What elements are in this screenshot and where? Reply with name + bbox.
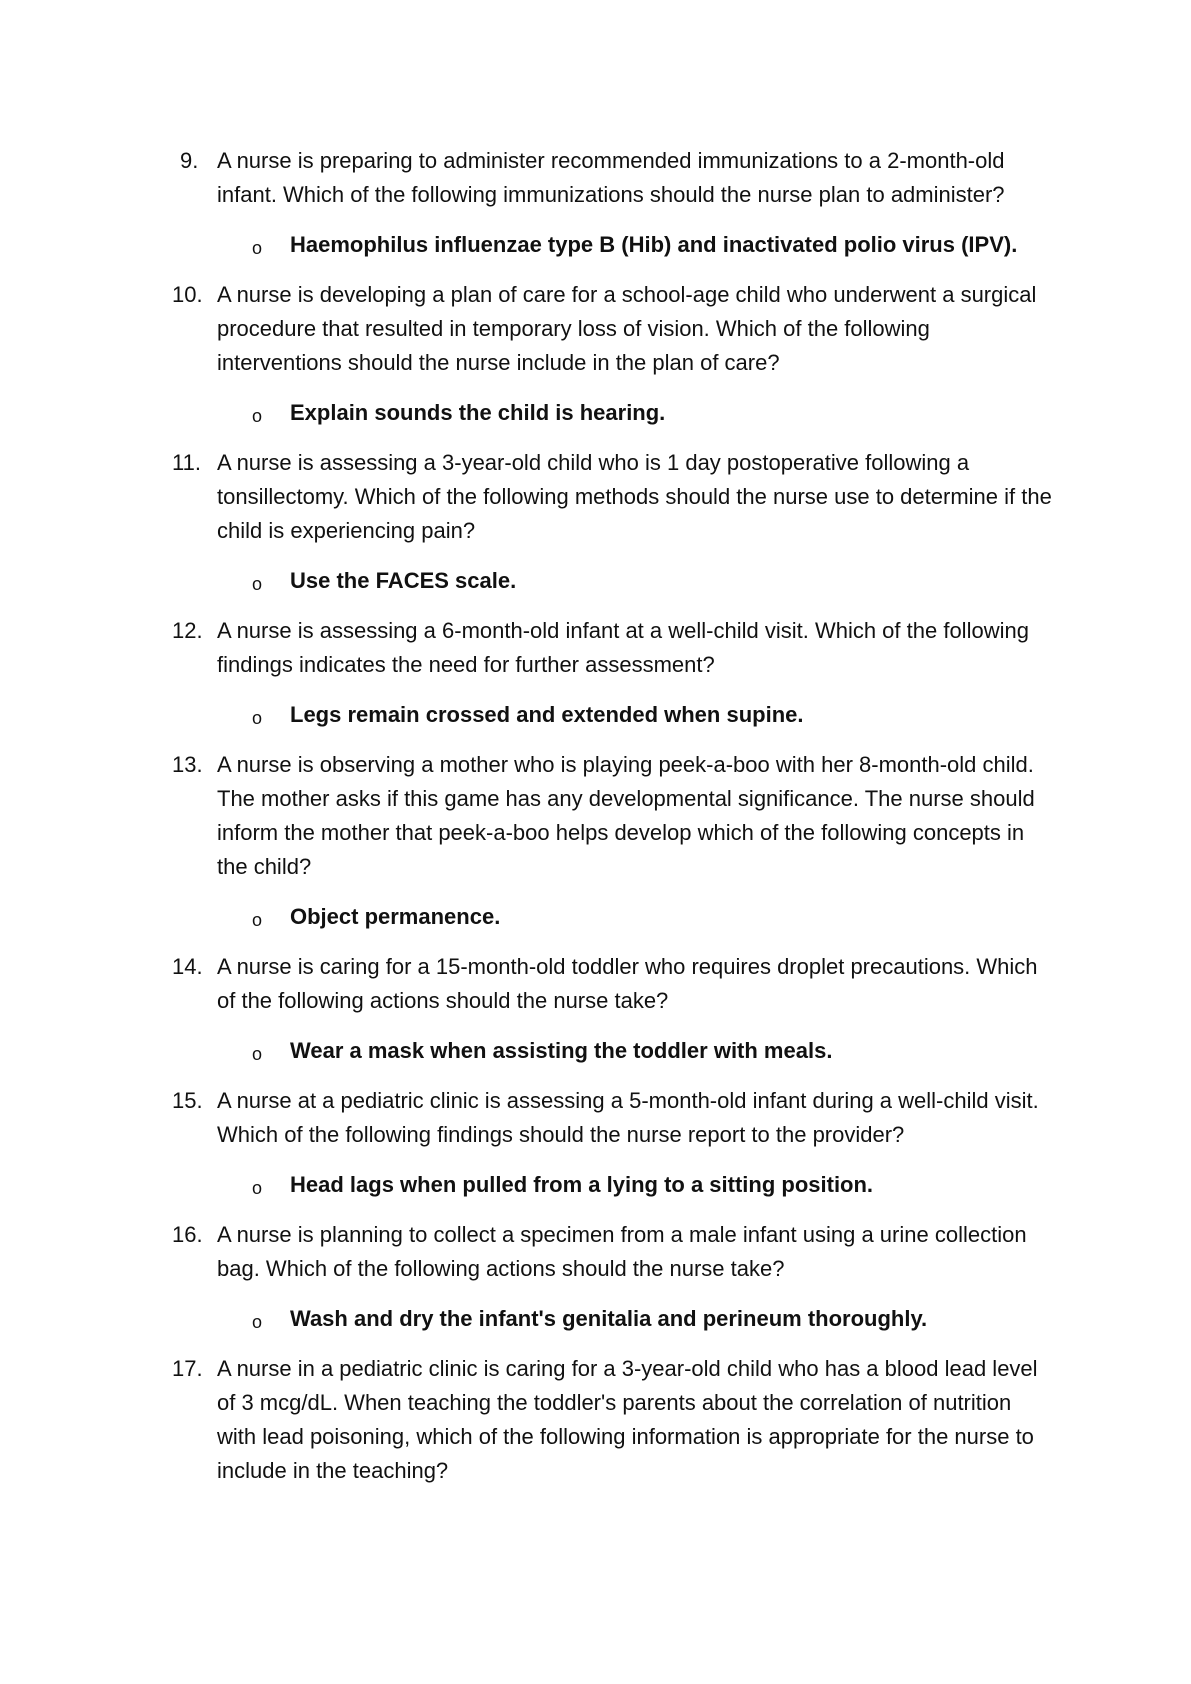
question-13 (172, 748, 1052, 884)
answer-text: Wash and dry the infant's genitalia and perineum thoroughly. (290, 1306, 928, 1331)
question-text: A nurse in a pediatric clinic is caring for a 3-year-old child who has a blood lead level of 3 mcg/dL. When teaching the toddler's parents about the correlation of nutrition with lead poisoning, which of the following information is appropriate for the nurse to include in the teaching? (217, 1356, 1038, 1483)
question-9 (172, 144, 1052, 212)
bullet-icon: o (252, 406, 263, 426)
question-number: 13. (172, 752, 203, 777)
question-14 (172, 950, 1052, 1018)
answer-text: Haemophilus influenzae type B (Hib) and inactivated polio virus (IPV). (290, 232, 1018, 257)
question-list (172, 144, 1052, 1488)
answer-13 (172, 900, 1052, 934)
question-number: 16. (172, 1222, 203, 1247)
answer-15 (172, 1168, 1052, 1202)
question-15 (172, 1084, 1052, 1152)
question-11 (172, 446, 1052, 548)
answer-text: Legs remain crossed and extended when supine. (290, 702, 804, 727)
answer-text: Head lags when pulled from a lying to a sitting position. (290, 1172, 874, 1197)
question-number: 10. (172, 282, 203, 307)
question-12 (172, 614, 1052, 682)
question-number: 12. (172, 618, 203, 643)
answer-text: Wear a mask when assisting the toddler with meals. (290, 1038, 833, 1063)
answer-9 (172, 228, 1052, 262)
bullet-icon: o (252, 1312, 263, 1332)
question-text: A nurse at a pediatric clinic is assessing a 5-month-old infant during a well-child visit. Which of the following findings should the nurse report to the provider? (217, 1088, 1039, 1147)
question-text: A nurse is developing a plan of care for a school-age child who underwent a surgical procedure that resulted in temporary loss of vision. Which of the following interventions should the nurse include in the plan of care? (217, 282, 1037, 375)
bullet-icon: o (252, 1178, 263, 1198)
answer-text: Object permanence. (290, 904, 501, 929)
answer-14 (172, 1034, 1052, 1068)
question-text: A nurse is preparing to administer recommended immunizations to a 2-month-old infant. Which of the following immunizations should the nurse plan to administer? (217, 148, 1005, 207)
question-text: A nurse is planning to collect a specimen from a male infant using a urine collection bag. Which of the following actions should the nurse take? (217, 1222, 1027, 1281)
question-number: 15. (172, 1088, 203, 1113)
answer-16 (172, 1302, 1052, 1336)
question-17 (172, 1352, 1052, 1488)
bullet-icon: o (252, 574, 263, 594)
answer-11 (172, 564, 1052, 598)
bullet-icon: o (252, 910, 263, 930)
question-text: A nurse is caring for a 15-month-old toddler who requires droplet precautions. Which of the following actions should the nurse take? (217, 954, 1038, 1013)
question-10 (172, 278, 1052, 380)
bullet-icon: o (252, 708, 263, 728)
question-text: A nurse is assessing a 3-year-old child who is 1 day postoperative following a tonsillectomy. Which of the following methods should the nurse use to determine if the child is experiencing pain? (217, 450, 1052, 543)
question-number: 9. (180, 148, 199, 173)
answer-text: Use the FACES scale. (290, 568, 517, 593)
answer-12 (172, 698, 1052, 732)
question-number: 11. (172, 450, 201, 475)
answer-10 (172, 396, 1052, 430)
question-number: 17. (172, 1356, 203, 1381)
answer-text: Explain sounds the child is hearing. (290, 400, 666, 425)
bullet-icon: o (252, 238, 263, 258)
question-number: 14. (172, 954, 203, 979)
question-text: A nurse is observing a mother who is playing peek-a-boo with her 8-month-old child. The mother asks if this game has any developmental significance. The nurse should inform the mother that peek-a-boo helps develop which of the following concepts in the child? (217, 752, 1035, 879)
question-text: A nurse is assessing a 6-month-old infant at a well-child visit. Which of the following findings indicates the need for further assessment? (217, 618, 1029, 677)
bullet-icon: o (252, 1044, 263, 1064)
question-16 (172, 1218, 1052, 1286)
